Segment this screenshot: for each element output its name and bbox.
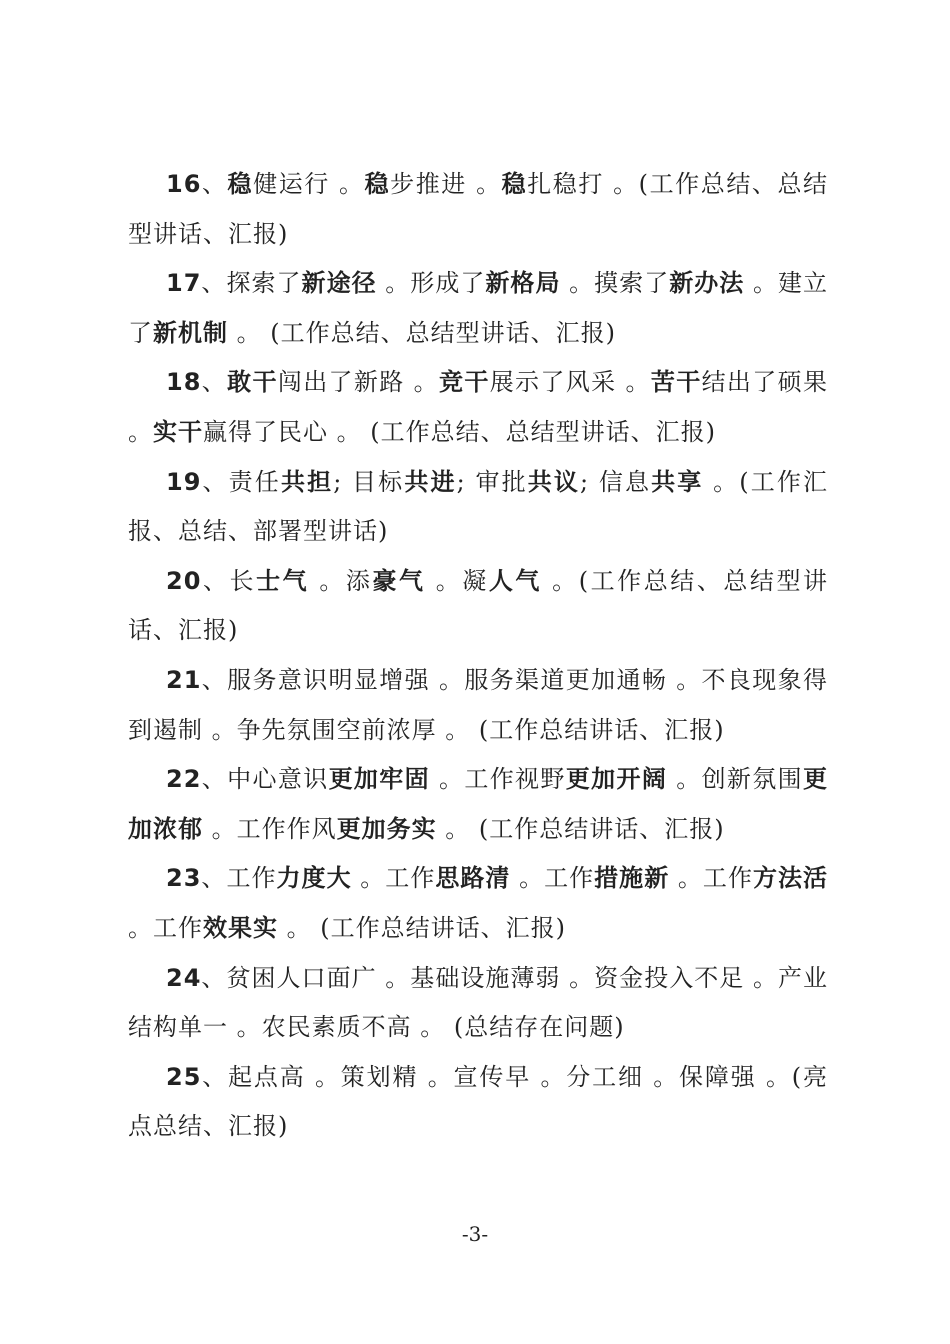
item-text: ; 信息 [579,467,652,496]
emphasis-text: 稳 [227,170,254,198]
item-number: 16 [166,170,202,198]
item-text: 。(工作总结、总结型讲话、汇报) [128,566,829,645]
emphasis-text: 士气 [256,566,310,595]
list-item [128,656,828,755]
item-text: 步推进 。 [390,170,502,198]
list-item [128,854,828,953]
item-number: 19 [166,467,202,496]
item-number: 17 [166,269,202,298]
item-text: 。 (工作总结讲话、汇报) [278,913,566,942]
item-text: 贫困人口面广 。基础设施薄弱 。资金投入不足 。产业结构单一 。农民素质不高 。 (总结存在问题) [128,963,829,1042]
item-text: 。形成了 [376,269,486,298]
item-text: 健运行 。 [253,170,365,198]
item-separator: 、 [201,368,228,397]
item-separator: 、 [201,1062,229,1091]
list-item [128,160,828,259]
emphasis-text: 实干 [153,417,203,446]
item-text: 。创新氛围 [667,765,803,794]
page-number: -3- [461,1222,489,1246]
item-number: 22 [166,765,202,794]
item-separator: 、 [201,566,230,595]
emphasis-text: 新途径 [301,269,377,298]
item-text: 。工作 [510,864,595,893]
item-text: 结出了硕果 。 [128,368,828,446]
item-text: 。工作视野 [430,765,566,794]
item-text: 。凝 [425,566,489,595]
emphasis-text: 方法活 [752,864,829,893]
item-separator: 、 [201,665,228,694]
item-text: 扎稳打 。(工作总结、总结型讲话、汇报) [128,170,829,248]
item-separator: 、 [201,864,227,893]
item-text: 。工作作风 [203,814,337,843]
item-number: 20 [166,566,202,595]
item-text: 。工作 [128,913,203,942]
emphasis-text: 力度大 [276,864,352,893]
item-text: 。 (工作总结、总结型讲话、汇报) [228,318,616,347]
item-number: 23 [166,864,202,893]
emphasis-text: 更加牢固 [328,765,430,794]
body-text [128,160,828,1152]
item-text: 展示了风采 。 [489,368,651,397]
emphasis-text: 效果实 [203,913,278,942]
item-text: 。(工作汇报、总结、部署型讲话) [128,467,829,546]
item-number: 25 [166,1062,202,1091]
list-item [128,458,828,557]
emphasis-text: 稳 [364,170,391,198]
item-separator: 、 [201,467,229,496]
item-text: 。建立了 [128,269,829,347]
item-text: ; 目标 [333,467,405,496]
item-text: 探索了 [226,269,302,298]
emphasis-text: 更加务实 [336,814,437,843]
list-item [128,358,828,457]
item-separator: 、 [201,963,227,992]
item-text: 闯出了新路 。 [277,368,439,397]
emphasis-text: 新格局 [485,269,561,298]
list-item [128,557,828,656]
item-text: 工作 [226,864,277,893]
item-separator: 、 [201,269,227,298]
emphasis-text: 思路清 [435,864,511,893]
emphasis-text: 人气 [488,566,542,595]
emphasis-text: 共议 [527,467,580,496]
emphasis-text: 稳 [501,170,528,198]
emphasis-text: 措施新 [594,864,670,893]
item-text: 赢得了民心 。 (工作总结、总结型讲话、汇报) [203,417,716,446]
emphasis-text: 新机制 [153,318,228,347]
item-separator: 、 [201,170,228,198]
item-separator: 、 [201,765,228,794]
item-text: 。摸索了 [560,269,670,298]
emphasis-text: 豪气 [372,566,426,595]
item-text: 服务意识明显增强 。服务渠道更加通畅 。不良现象得到遏制 。争先氛围空前浓厚 。 (工作总结讲话、汇报) [128,665,828,744]
item-number: 18 [166,368,202,397]
item-number: 21 [166,665,202,694]
emphasis-text: 共享 [651,467,704,496]
list-item [128,954,828,1053]
item-text: 。添 [309,566,373,595]
emphasis-text: 共进 [404,467,457,496]
list-item [128,1053,828,1152]
item-text: 起点高 。策划精 。宣传早 。分工细 。保障强 。(亮点总结、汇报) [128,1062,828,1141]
item-text: 中心意识 [227,765,329,794]
item-text: ; 审批 [456,467,528,496]
emphasis-text: 竞干 [438,368,490,397]
emphasis-text: 更加浓郁 [128,765,828,843]
item-text: 长 [229,566,257,595]
list-item [128,755,828,854]
emphasis-text: 苦干 [650,368,702,397]
emphasis-text: 敢干 [227,368,278,397]
item-text: 。工作 [669,864,753,893]
item-text: 。工作 [351,864,436,893]
item-text: 责任 [228,467,281,496]
emphasis-text: 新办法 [669,269,745,298]
emphasis-text: 更加开阔 [565,765,668,794]
item-number: 24 [166,963,202,992]
item-text: 。 (工作总结讲话、汇报) [436,814,725,843]
emphasis-text: 共担 [280,467,334,496]
list-item [128,259,828,358]
